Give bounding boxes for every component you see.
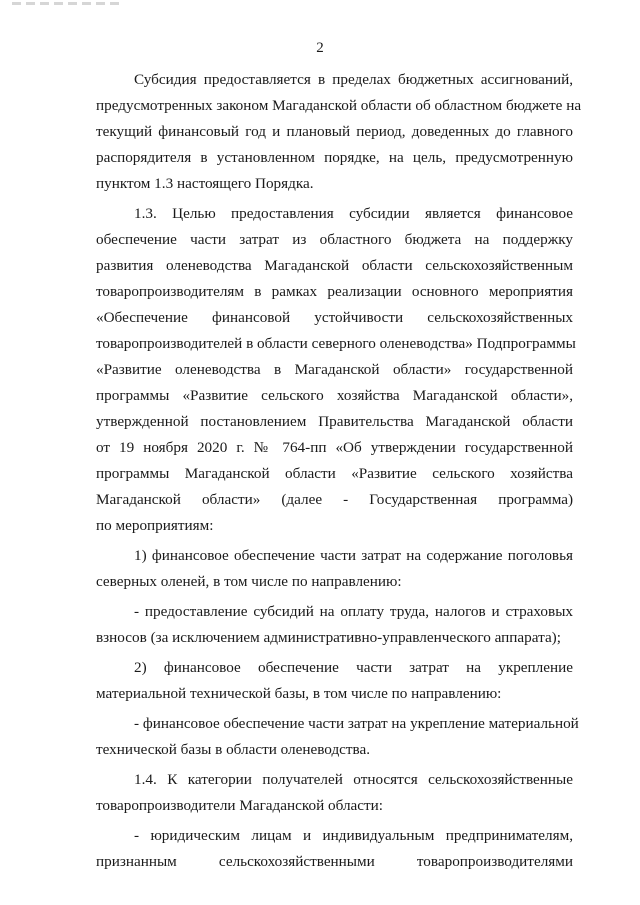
text-line: утвержденной постановлением Правительства Магаданской области — [96, 413, 573, 430]
text-line: 2) финансовое обеспечение части затрат на укрепление — [134, 659, 573, 676]
text-line: товаропроизводители Магаданской области: — [96, 797, 383, 814]
text-line: текущий финансовый год и плановый период, доведенных до главного — [96, 123, 573, 140]
text-line: северных оленей, в том числе по направлению: — [96, 573, 402, 590]
text-line: признанным сельскохозяйственными товаропроизводителями — [96, 853, 573, 870]
text-line: материальной технической базы, в том числе по направлению: — [96, 685, 502, 702]
text-line: взносов (за исключением административно-управленческого аппарата); — [96, 629, 561, 646]
text-line: от 19 ноября 2020 г. № 764-пп «Об утверждении государственной — [96, 439, 573, 456]
scan-artifact — [12, 2, 122, 5]
text-line: товаропроизводителям в рамках реализации основного мероприятия — [96, 283, 573, 300]
text-line: - финансовое обеспечение части затрат на укрепление материальной — [134, 715, 579, 732]
page-number: 2 — [316, 40, 324, 56]
text-line: Субсидия предоставляется в пределах бюджетных ассигнований, — [134, 71, 573, 88]
text-line: 1.4. К категории получателей относятся сельскохозяйственные — [134, 771, 573, 788]
text-line: технической базы в области оленеводства. — [96, 741, 371, 758]
text-line: - юридическим лицам и индивидуальным предпринимателям, — [134, 827, 573, 844]
text-line: развития оленеводства Магаданской области сельскохозяйственным — [96, 257, 573, 274]
text-line: 1) финансовое обеспечение части затрат на содержание поголовья — [134, 547, 573, 564]
text-line: Магаданской области» (далее - Государственная программа) — [96, 491, 573, 508]
text-line: товаропроизводителей в области северного оленеводства» Подпрограммы — [96, 335, 576, 352]
text-line: обеспечение части затрат из областного бюджета на поддержку — [96, 231, 573, 248]
text-line: пунктом 1.3 настоящего Порядка. — [96, 175, 314, 192]
text-line: распорядителя в установленном порядке, на цель, предусмотренную — [96, 149, 573, 166]
text-line: 1.3. Целью предоставления субсидии является финансовое — [134, 205, 573, 222]
text-line: программы Магаданской области «Развитие сельского хозяйства — [96, 465, 573, 482]
text-line: - предоставление субсидий на оплату труда, налогов и страховых — [134, 603, 573, 620]
text-line: «Развитие оленеводства в Магаданской области» государственной — [96, 361, 573, 378]
text-line: по мероприятиям: — [96, 517, 214, 534]
text-line: «Обеспечение финансовой устойчивости сельскохозяйственных — [96, 309, 573, 326]
text-line: программы «Развитие сельского хозяйства Магаданской области», — [96, 387, 573, 404]
text-line: предусмотренных законом Магаданской области об областном бюджете на — [96, 97, 582, 114]
